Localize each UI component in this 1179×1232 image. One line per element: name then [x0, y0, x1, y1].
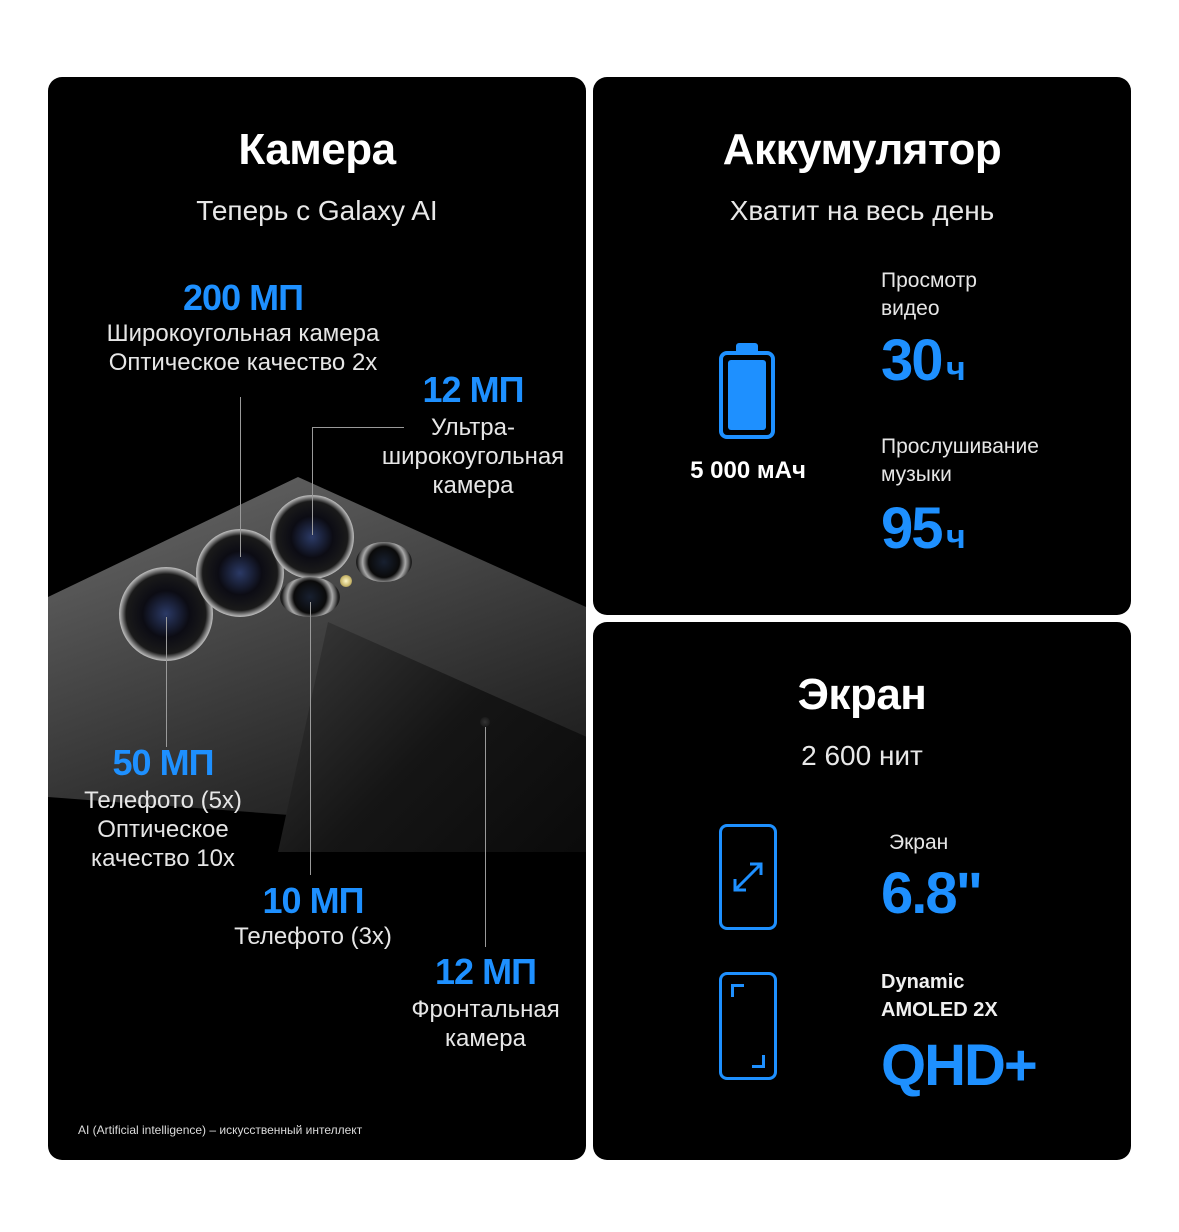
ultra-line3: камера [432, 472, 514, 499]
main-leader-line [240, 397, 241, 557]
tele5-line3: качество 10x [91, 845, 235, 872]
main-camera-spec [48, 277, 438, 377]
front-mp: 12 МП [435, 951, 536, 992]
music-label-1: Прослушивание [881, 435, 1039, 458]
ultra-line1: Ультра- [431, 414, 515, 441]
music-value: 95 [881, 496, 942, 561]
tele5-camera-spec [58, 742, 268, 873]
front-line1: Фронтальная [411, 996, 560, 1023]
front-line2: камера [445, 1025, 526, 1052]
screen-size-value: 6.8" [881, 861, 982, 926]
video-label-1: Просмотр [881, 269, 977, 292]
video-value: 30 [881, 328, 942, 393]
main-mp: 200 МП [183, 277, 303, 318]
panel-label-2: AMOLED 2X [881, 999, 998, 1021]
main-line1: Широкоугольная камера [106, 320, 380, 347]
tele5-leader-line [166, 617, 167, 747]
tele3-line1: Телефото (3x) [234, 923, 392, 950]
battery-capacity: 5 000 мАч [690, 457, 806, 484]
tele5-line2: Оптическое [97, 816, 229, 843]
ultra-leader-line [312, 427, 313, 535]
main-line2: Оптическое качество 2x [108, 349, 378, 376]
display-card [593, 622, 1131, 1160]
sensor-lens [356, 542, 412, 582]
resolution-value: QHD+ [881, 1033, 1036, 1098]
music-label [881, 433, 1039, 489]
display-title: Экран [797, 670, 927, 719]
panel-label-1: Dynamic [881, 971, 965, 993]
music-hours [881, 495, 966, 562]
video-unit: ч [945, 350, 966, 388]
front-leader-line [485, 727, 486, 947]
tele3-leader-line [310, 602, 311, 875]
ultra-mp: 12 МП [422, 369, 524, 410]
screen-resolution-icon [719, 972, 777, 1080]
display-subtitle: 2 600 нит [801, 740, 923, 771]
music-unit: ч [945, 518, 966, 556]
battery-subtitle: Хватит на весь день [729, 195, 995, 226]
panel-label [881, 968, 998, 1024]
video-hours [881, 327, 966, 394]
camera-title: Камера [238, 125, 396, 174]
ai-footnote: AI (Artificial intelligence) – искусственный интеллект [78, 1123, 363, 1137]
tele5-line1: Телефото (5x) [84, 787, 242, 814]
front-camera-spec [383, 951, 586, 1053]
battery-full-icon [719, 343, 775, 439]
screen-size-label: Экран [889, 831, 949, 854]
camera-subtitle: Теперь с Galaxy AI [196, 195, 438, 226]
video-label-2: видео [881, 297, 940, 320]
battery-title: Аккумулятор [722, 125, 1002, 174]
camera-card [48, 77, 586, 1160]
video-label [881, 267, 977, 323]
tele3-camera-spec [208, 880, 418, 951]
music-label-2: музыки [881, 463, 952, 486]
battery-card [593, 77, 1131, 615]
tele5-mp: 50 МП [112, 742, 214, 783]
screen-size-icon [719, 824, 777, 930]
flash-icon [340, 575, 352, 587]
front-camera-dot [480, 717, 490, 727]
ultra-camera-spec [368, 369, 578, 500]
tele3-mp: 10 МП [262, 880, 364, 921]
ultra-line2: широкоугольная [381, 443, 565, 470]
